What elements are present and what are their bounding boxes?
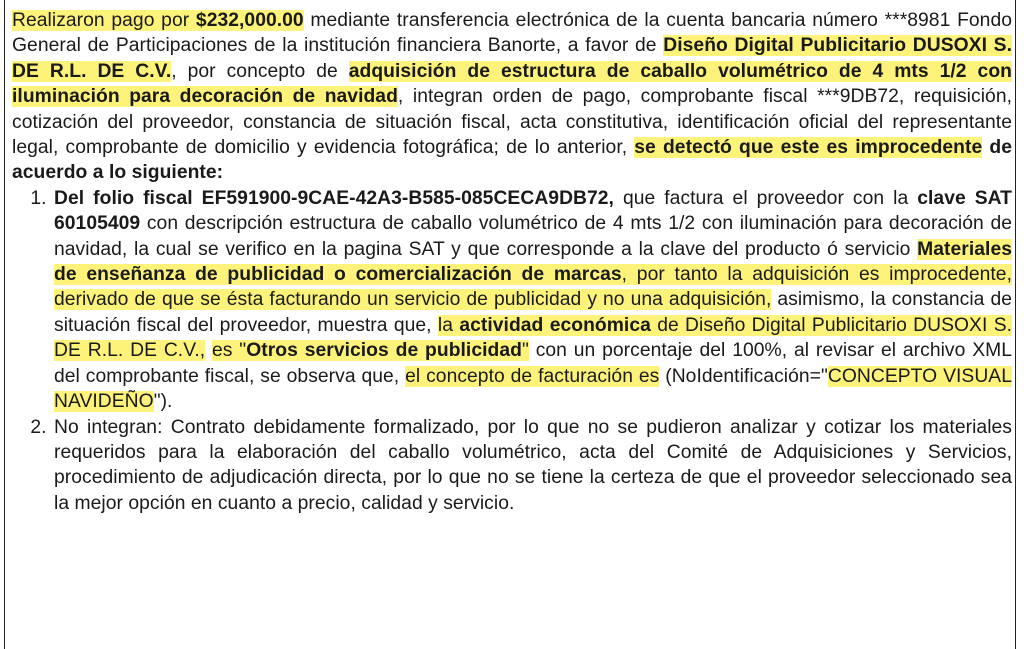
hl-billing-concept: el concepto de facturación es bbox=[405, 365, 660, 387]
item1-noidentificacion: (NoIdentificación=" bbox=[659, 365, 828, 387]
hl-concepto-visual: CONCEPTO VISUAL NAVIDEÑO bbox=[54, 365, 1012, 413]
hl-other-services: Otros servicios de publicidad bbox=[246, 340, 522, 362]
finding-item-2 bbox=[52, 415, 1012, 517]
folio-fiscal: Del folio fiscal EF591900-9CAE-42A3-B585-085CECA9DB72, bbox=[54, 187, 614, 209]
hl-payment-amount: $232,000.00 bbox=[195, 10, 304, 31]
hl-provider-name: Diseño Digital Publicitario DUSOXI S. DE R.L. DE C.V. bbox=[12, 35, 1012, 82]
hl-close-quote: " bbox=[521, 340, 529, 362]
document-body bbox=[12, 8, 1012, 516]
item1-text-b: con descripción estructura de caballo volumétrico de 4 mts 1/2 con iluminación para decoración de navidad, la cual se verifico en la pagina SAT y que corresponde a la clave del producto ó servicio bbox=[54, 213, 1012, 260]
hl-provider-activity: de Diseño Digital Publicitario DUSOXI S. DE R.L. DE C.V., bbox=[54, 314, 1013, 362]
hl-product-key: Materiales de enseñanza de publicidad o comercialización de marcas bbox=[54, 238, 1012, 286]
clave-sat: clave SAT 60105409 bbox=[54, 187, 1013, 235]
findings-list bbox=[12, 186, 1012, 516]
item2-text: No integran: Contrato debidamente formalizado, por lo que no se pudieron analizar y cotizar los materiales requeridos para la elaboración del caballo volumétrico, acta del Comité de Adquisiciones y Servicios, procedimiento de adjudicación directa, por lo que no se tiene la certeza de que el proveedor seleccionado sea la mejor opción en cuanto a precio, calidad y servicio. bbox=[54, 416, 1012, 514]
hl-improcedente: se detectó que este es improcedente bbox=[634, 137, 983, 159]
hl-la: la bbox=[437, 314, 460, 336]
intro-paragraph bbox=[12, 8, 1012, 186]
intro-text-according: de acuerdo a lo siguiente: bbox=[12, 137, 1012, 184]
item1-space bbox=[205, 340, 212, 361]
hl-payment-prefix: Realizaron pago por bbox=[12, 10, 196, 31]
hl-economic-activity: actividad económica bbox=[459, 314, 651, 336]
item1-text-d: con un porcentaje del 100%, al revisar el archivo XML del comprobante fiscal, se observa que, bbox=[54, 340, 1013, 387]
intro-text-documents: , integran orden de pago, comprobante fiscal ***9DB72, requisición, cotización del proveedor, constancia de situación fiscal, acta constitutiva, identificación oficial del representante legal, comprobante de domicilio y evidencia fotográfica; de lo anterior, bbox=[12, 86, 1012, 159]
hl-es-quote: es " bbox=[212, 340, 247, 362]
hl-concept: adquisición de estructura de caballo volumétrico de 4 mts 1/2 con iluminación para decoración de navidad bbox=[12, 60, 1012, 108]
item1-text-a: que factura el proveedor con la bbox=[613, 187, 918, 209]
hl-improcedente-reason: , por tanto la adquisición es improcedente, derivado de que se ésta facturando un servicio de publicidad y no una adquisición, bbox=[54, 264, 1012, 311]
intro-text-concept: , por concepto de bbox=[171, 60, 349, 82]
item1-text-c: asimismo, la constancia de situación fiscal del proveedor, muestra que, bbox=[54, 289, 1012, 336]
finding-item-1 bbox=[52, 186, 1012, 415]
intro-text-bank: mediante transferencia electrónica de la cuenta bancaria número ***8981 Fondo General de Participaciones de la institución financiera Banorte, a favor de bbox=[12, 10, 1012, 57]
item1-end: "). bbox=[153, 391, 173, 413]
